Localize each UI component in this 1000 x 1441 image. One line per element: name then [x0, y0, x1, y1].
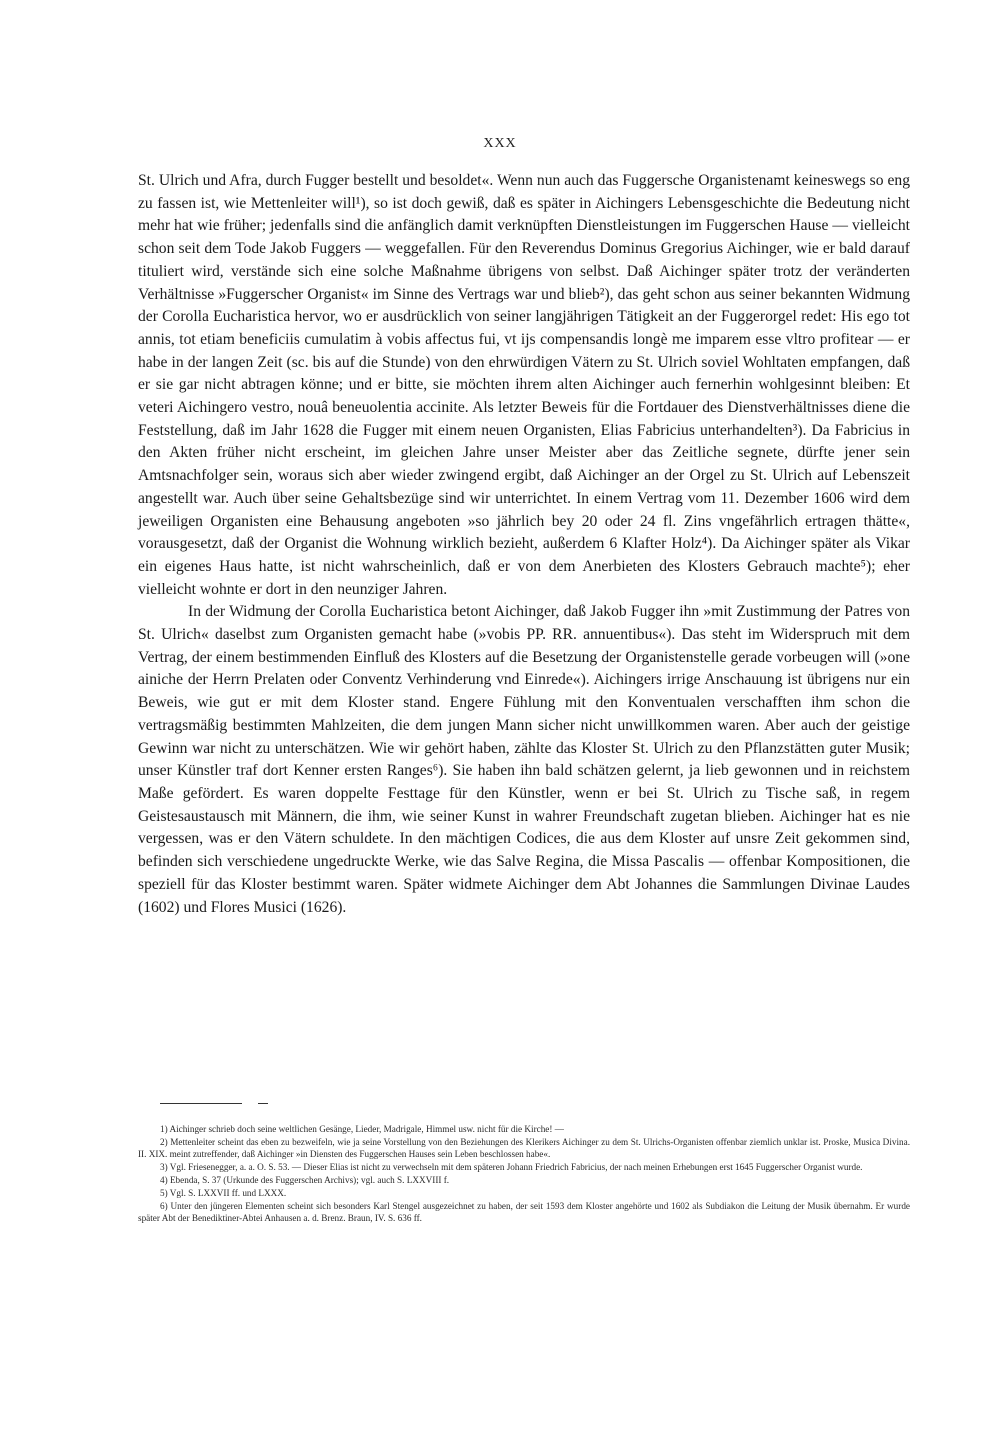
footnote-5: 5) Vgl. S. LXXVII ff. und LXXX. [160, 1187, 287, 1198]
footnote-6: 6) Unter den jüngeren Elementen scheint sich besonders Karl Stengel ausgezeichnet zu haben, der seit 1593 dem Kloster angehörte und 1602 als Subdiakon die Leitung der Musik übernahm. Er wurde später Abt der Benediktiner-Abtei Anhausen a. d. Brenz. Braun, IV. S. 636 ff. [138, 1201, 910, 1223]
footnote-3: 3) Vgl. Friesenegger, a. a. O. S. 53. — Dieser Elias ist nicht zu verwechseln mit dem späteren Johann Friedrich Fabricius, der nach meinen Erhebungen erst 1645 Fuggerscher Organist wurde. [160, 1161, 863, 1172]
footnote-2: 2) Mettenleiter scheint das eben zu bezweifeln, wie ja seine Vorstellung von den Beziehungen des Klerikers Aichinger zu dem St. Ulrichs-Organisten offenbar ziemlich unklar ist. Proske, Musica Divina. II. XIX. meint zutreffender, daß Aichinger »in Diensten des Fuggerschen Hauses sein Leben beschlossen habe«. [138, 1137, 910, 1159]
footnote-1: 1) Aichinger schrieb doch seine weltlichen Gesänge, Lieder, Madrigale, Himmel usw. nicht für die Kirche! — [160, 1124, 564, 1134]
paragraph-1: St. Ulrich und Afra, durch Fugger bestellt und besoldet«. Wenn nun auch das Fuggersche Organistenamt keineswegs so eng zu fassen ist, wie Mettenleiter will¹), so ist doch gewiß, daß es später in Aichingers Lebensgeschichte die Bedeutung nicht mehr hat wie früher; jedenfalls sind die anfänglich damit verknüpften Dienstleistungen im Fuggerschen Hause — vielleicht schon seit dem Tode Jakob Fuggers — weggefallen. Für den Reverendus Dominus Gregorius Aichinger, wie er bald darauf tituliert wird, verstände sich eine solche Maßnahme übrigens von selbst. Daß Aichinger später trotz der veränderten Verhältnisse »Fuggerscher Organist« im Sinne des Vertrags war und blieb²), das geht schon aus seiner bekannten Widmung der Corolla Eucharistica hervor, wo er ausdrücklich von seiner langjährigen Tätigkeit an der Fuggerorgel redet: His ego tot annis, tot etiam beneficiis cumulatim à vobis affectus fui, vt ijs compensandis longè me imparem esse vltro profitear — er habe in der langen Zeit (sc. bis auf die Stunde) von den ehrwürdigen Vätern zu St. Ulrich soviel Wohltaten empfangen, daß er sie gar nicht abtragen könne; und er bitte, sie möchten ihrem alten Aichinger auch fernerhin wohlgesinnt bleiben: Et veteri Aichingero vestro, nouâ beneuolentia accinite. Als letzter Beweis für die Fortdauer des Dienstverhältnisses diene die Feststellung, daß im Jahr 1628 die Fugger mit einem neuen Organisten, Elias Fabricius unterhandelten³). Da Fabricius in den Akten früher nicht erscheint, im gleichen Jahre unser Meister aber das Zeitliche segnete, dürfte jener sein Amtsnachfolger sein, woraus sich aber wieder zwingend ergibt, daß Aichinger an der Orgel zu St. Ulrich auf Lebenszeit angestellt war. Auch über seine Gehaltsbezüge sind wir unterrichtet. In einem Vertrag vom 11. Dezember 1606 wird dem jeweiligen Organisten eine Behausung angeboten »so jährlich bey 20 oder 24 fl. Zins vngefährlich ertragen thätte«, vorausgesetzt, daß der Organist die Wohnung wirklich bezieht, außerdem 6 Klafter Holz⁴). Da Aichinger später als Vikar ein eigenes Haus hatte, ist nicht wahrscheinlich, daß er von dem Anerbieten des Klosters Gebrauch machte⁵); eher vielleicht wohnte er dort in den neunziger Jahren. [138, 172, 910, 598]
footnote-divider-tail [258, 1103, 268, 1104]
footnote-divider [160, 1103, 242, 1104]
footnote-4: 4) Ebenda, S. 37 (Urkunde des Fuggerschen Archivs); vgl. auch S. LXXVIII f. [160, 1174, 450, 1185]
main-text [138, 170, 910, 919]
footnotes [138, 1124, 910, 1226]
page-number: XXX [483, 136, 517, 151]
paragraph-2: In der Widmung der Corolla Eucharistica betont Aichinger, daß Jakob Fugger ihn »mit Zustimmung der Patres von St. Ulrich« daselbst zum Organisten gemacht habe (»vobis PP. RR. annuentibus«). Das steht im Widerspruch mit dem Vertrag, der einem bestimmenden Einfluß des Klosters auf die Besetzung der Organistenstelle gerade vorbeugen will (»one ainiche der Herrn Prelaten oder Conventz Verhinderung vnd Einrede«). Aichingers irrige Anschauung ist übrigens nur ein Beweis, wie gut er mit dem Kloster stand. Engere Fühlung mit den Konventualen verschafften ihm schon die vertragsmäßig bestimmten Mahlzeiten, die dem jungen Mann sicher nicht unwillkommen waren. Aber auch der geistige Gewinn war nicht zu unterschätzen. Wie wir gehört haben, zählte das Kloster St. Ulrich zu den Pflanzstätten guter Musik; unser Künstler traf dort Kenner ersten Ranges⁶). Sie haben ihn bald schätzen gelernt, ja lieb gewonnen und in reichstem Maße gefördert. Es waren doppelte Festtage für den Künstler, wenn er bei St. Ulrich zu Tische saß, in regem Geistesaustausch mit Männern, die ihm, wie seiner Kunst in wahrer Freundschaft zugetan blieben. Aichinger hat es nie vergessen, was er den Vätern schuldete. In den mächtigen Codices, die aus dem Kloster auf unsre Zeit gekommen sind, befinden sich verschiedene ungedruckte Werke, wie das Salve Regina, die Missa Pascalis — offenbar Kompositionen, die speziell für das Kloster bestimmt waren. Später widmete Aichinger dem Abt Johannes die Sammlungen Divinae Laudes (1602) und Flores Musici (1626). [138, 603, 910, 916]
